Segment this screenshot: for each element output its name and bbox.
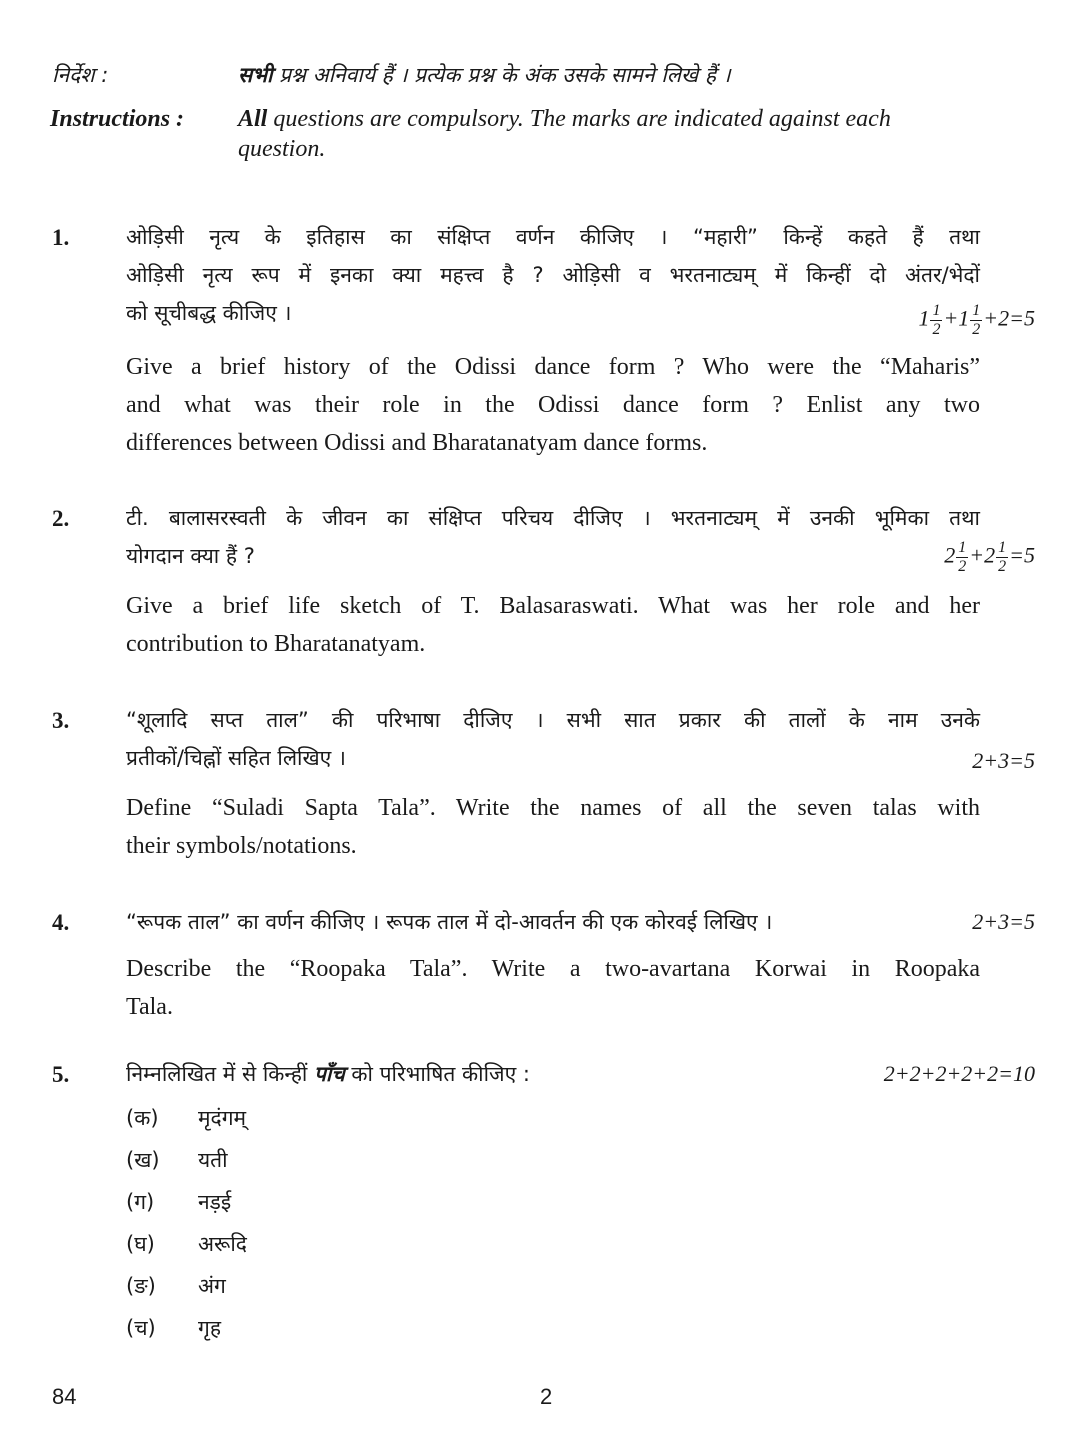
question-2-hindi [126,499,980,575]
hindi-instructions-label: निर्देश : [52,63,109,87]
option-kha-text: यती [198,1148,228,1172]
question-1-hindi-line2: ओड़िसी नृत्य रूप में इनका क्या महत्त्व है ? ओड़िसी व भरतनाट्यम् में किन्हीं दो अंतर/भेदों [126,263,980,287]
option-nga-text: अंग [198,1274,226,1298]
question-3-marks: 2+3=5 [972,748,1035,773]
option-cha-text: गृह [198,1316,221,1340]
question-2-hindi-line2: योगदान क्या हैं ? [126,544,255,568]
question-2-english [126,587,980,663]
q2-frac2-den: 2 [998,558,1007,575]
option-ga-text: नड़ई [198,1190,232,1214]
question-2-english-line1: Give a brief life sketch of T. Balasaraswati. What was her role and her [126,593,980,619]
english-instructions [50,104,891,164]
option-ka-text: मृदंगम् [198,1106,247,1130]
option-gha-text: अरूदि [198,1232,247,1256]
hindi-instructions [52,56,731,94]
q1-marks-tail: +2=5 [983,305,1035,331]
question-2-hindi-line1: टी. बालासरस्वती के जीवन का संक्षिप्त परिचय दीजिए । भरतनाट्यम् में उनकी भूमिका तथा [126,506,980,530]
q1-frac1-den: 2 [932,321,941,338]
question-5-hindi [126,1055,980,1093]
question-4-number: 4. [52,910,70,935]
question-2-number: 2. [52,506,70,531]
q1-frac1-num: 1 [932,302,941,319]
option-nga [126,1272,226,1300]
q2-marks-fraction-1 [956,539,968,576]
q1-frac2-den: 2 [972,321,981,338]
question-3-hindi-line2: प्रतीकों/चिह्नों सहित लिखिए । [126,746,346,770]
q1-frac2-num: 1 [972,302,981,319]
question-1-english-line2: and what was their role in the Odissi dance form ? Enlist any two [126,392,980,418]
option-ga [126,1188,231,1216]
english-instructions-label: Instructions : [50,106,185,132]
question-3-english [126,789,980,865]
english-instructions-bold: All [238,106,268,132]
q1-marks-fraction-1 [930,302,942,339]
option-gha-label: (घ) [126,1232,155,1256]
option-kha [126,1146,228,1174]
option-ka-label: (क) [126,1106,159,1130]
question-4-hindi-line1: “रूपक ताल” का वर्णन कीजिए । रूपक ताल में दो-आवर्तन की एक कोरवई लिखिए । [126,910,773,934]
hindi-instructions-bold: सभी [238,63,273,87]
paper-code: 84 [52,1384,77,1409]
q2-frac2-num: 1 [998,539,1007,556]
question-4-english-line2: Tala. [126,994,173,1020]
option-cha [126,1314,221,1342]
question-5-hindi-pre: निम्नलिखित में से किन्हीं [126,1062,308,1086]
question-1-hindi-line3: को सूचीबद्ध कीजिए । [126,301,292,325]
question-4-hindi [126,903,980,941]
question-3-english-line1: Define “Suladi Sapta Tala”. Write the names of all the seven talas with [126,795,980,821]
q2-frac1-den: 2 [958,558,967,575]
question-1-hindi-line1: ओड़िसी नृत्य के इतिहास का संक्षिप्त वर्णन कीजिए । “महारी” किन्हें कहते हैं तथा [126,225,980,249]
q2-marks-fraction-2 [996,539,1008,576]
option-ka [126,1104,246,1132]
option-cha-label: (च) [126,1316,156,1340]
question-3-hindi-line1: “शूलादि सप्त ताल” की परिभाषा दीजिए । सभी सात प्रकार की तालों के नाम उनके [126,708,980,732]
q2-marks-tail: =5 [1009,542,1035,568]
question-2-english-line2: contribution to Bharatanatyam. [126,631,426,657]
question-5-hindi-bold: पाँच [314,1062,345,1086]
question-4-marks: 2+3=5 [972,909,1035,934]
question-1-english [126,348,980,462]
question-5-hindi-post: को परिभाषित कीजिए : [351,1062,530,1086]
question-3-english-line2: their symbols/notations. [126,833,357,859]
question-5-number: 5. [52,1062,70,1087]
question-3-number: 3. [52,708,70,733]
english-instructions-line2: question. [238,136,326,162]
q1-marks-whole: 1 [918,305,930,331]
english-instructions-line1: questions are compulsory. The marks are indicated against each [273,106,891,132]
option-gha [126,1230,247,1258]
q2-marks-op: +2 [969,542,996,568]
question-2-marks [944,539,1035,576]
question-1-english-line1: Give a brief history of the Odissi dance form ? Who were the “Maharis” [126,354,980,380]
page-number: 2 [540,1384,553,1409]
question-1-number: 1. [52,225,70,250]
q1-marks-op: +1 [943,305,970,331]
option-nga-label: (ङ) [126,1274,156,1298]
option-kha-label: (ख) [126,1148,160,1172]
question-5-marks: 2+2+2+2+2=10 [883,1061,1035,1086]
option-ga-label: (ग) [126,1190,155,1214]
hindi-instructions-text: प्रश्न अनिवार्य हैं । प्रत्येक प्रश्न के अंक उसके सामने लिखे हैं । [279,63,731,87]
question-1-english-line3: differences between Odissi and Bharatanatyam dance forms. [126,430,708,456]
question-1-marks [918,302,1035,339]
q2-frac1-num: 1 [958,539,967,556]
question-4-english-line1: Describe the “Roopaka Tala”. Write a two-avartana Korwai in Roopaka [126,956,980,982]
question-1-hindi [126,218,980,332]
q1-marks-fraction-2 [970,302,982,339]
q2-marks-whole: 2 [944,542,956,568]
question-3-hindi [126,701,980,777]
question-4-english [126,950,980,1026]
